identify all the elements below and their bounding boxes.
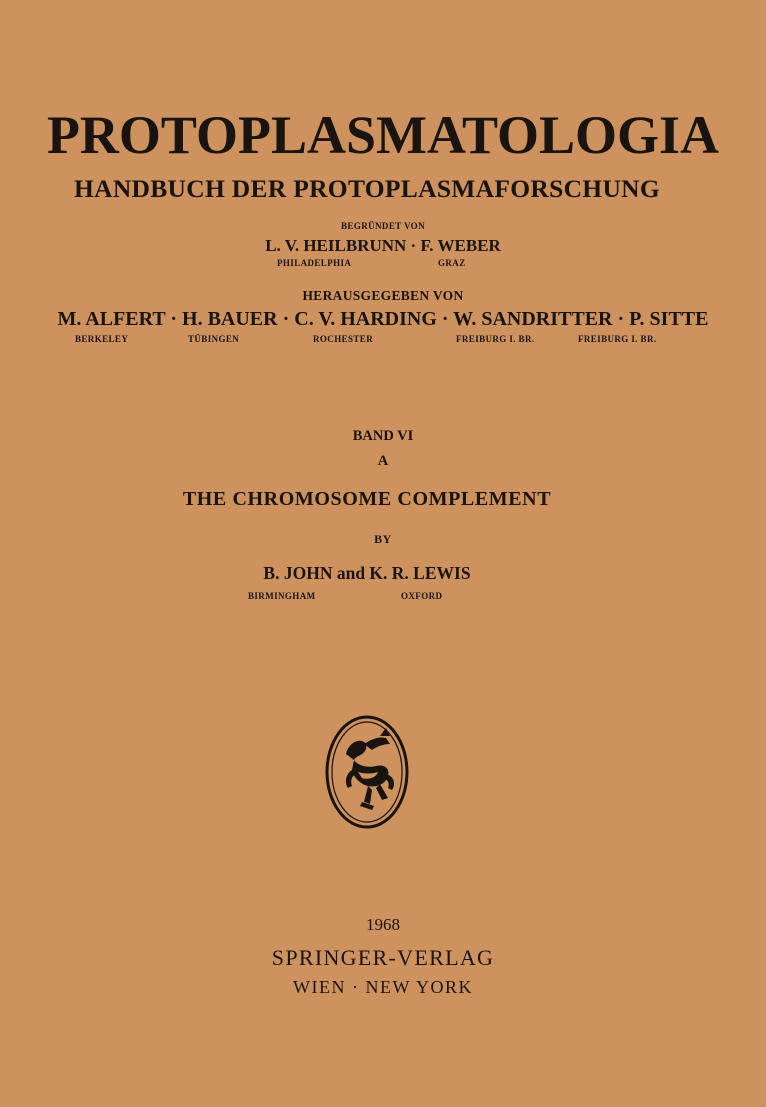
publisher-emblem-horse-rider-icon — [324, 714, 410, 830]
editor-city: FREIBURG I. BR. — [578, 334, 657, 344]
editor-city: ROCHESTER — [313, 334, 374, 344]
author-city: OXFORD — [401, 591, 443, 601]
editor-names: M. ALFERT · H. BAUER · C. V. HARDING · W. SANDRITTER · P. SITTE — [57, 308, 709, 330]
founder-city: GRAZ — [438, 258, 466, 268]
founder-names: L. V. HEILBRUNN · F. WEBER — [265, 236, 501, 255]
publication-year: 1968 — [366, 915, 400, 934]
publisher-name: SPRINGER-VERLAG — [271, 945, 495, 970]
editor-city: FREIBURG I. BR. — [456, 334, 535, 344]
author-names: B. JOHN and K. R. LEWIS — [263, 563, 471, 583]
founder-city: PHILADELPHIA — [277, 258, 352, 268]
author-cities — [0, 591, 766, 605]
publication-place: WIEN · NEW YORK — [293, 977, 473, 997]
editor-city: TÜBINGEN — [188, 334, 240, 344]
founder-cities — [0, 258, 766, 272]
edited-by-label: HERAUSGEGEBEN VON — [302, 288, 464, 303]
book-title: THE CHROMOSOME COMPLEMENT — [182, 488, 552, 510]
by-label: BY — [374, 532, 392, 546]
founded-by-label: BEGRÜNDET VON — [341, 221, 425, 231]
editor-city: BERKELEY — [75, 334, 129, 344]
author-city: BIRMINGHAM — [248, 591, 316, 601]
series-subtitle: HANDBUCH DER PROTOPLASMAFORSCHUNG — [73, 174, 661, 203]
volume-part: A — [377, 453, 389, 469]
editor-cities — [0, 334, 766, 348]
series-title: PROTOPLASMATOLOGIA — [46, 105, 720, 165]
volume-band: BAND VI — [352, 428, 414, 444]
